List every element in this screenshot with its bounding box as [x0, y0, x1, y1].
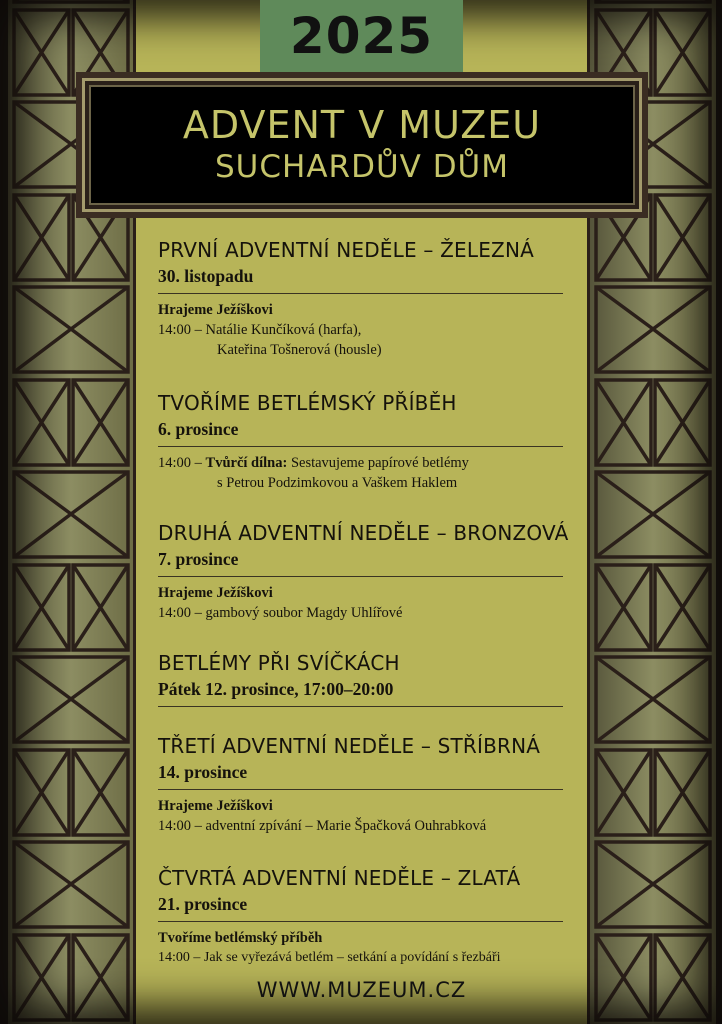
event-subtitle: Hrajeme Ježíškovi [158, 798, 273, 814]
event-line: Kateřina Tošnerová (housle) [217, 342, 382, 358]
event-title: ČTVRTÁ ADVENTNÍ NEDĚLE – ZLATÁ [158, 866, 521, 890]
divider [158, 706, 563, 707]
venue-title: SUCHARDŮV DŮM [215, 149, 509, 185]
event-title: TŘETÍ ADVENTNÍ NEDĚLE – STŘÍBRNÁ [158, 734, 541, 758]
title-banner [76, 72, 648, 218]
event-line [158, 453, 563, 473]
event-5 [158, 733, 563, 836]
divider [158, 576, 563, 577]
event-title: PRVNÍ ADVENTNÍ NEDĚLE – ŽELEZNÁ [158, 238, 534, 262]
event-date: Pátek 12. prosince, 17:00–20:00 [158, 679, 394, 699]
event-1 [158, 237, 563, 360]
event-2 [158, 390, 563, 493]
event-date: 21. prosince [158, 894, 248, 914]
divider [158, 293, 563, 294]
event-line: s Petrou Podzimkovou a Vaškem Haklem [217, 475, 458, 491]
event-line: 14:00 – Natálie Kunčíková (harfa), [158, 322, 362, 338]
event-date: 30. listopadu [158, 266, 254, 286]
divider [158, 789, 563, 790]
event-4 [158, 650, 563, 713]
event-date: 7. prosince [158, 549, 239, 569]
year-badge: 2025 [260, 0, 463, 72]
event-title: DRUHÁ ADVENTNÍ NEDĚLE – BRONZOVÁ [158, 521, 569, 545]
event-title: TVOŘÍME BETLÉMSKÝ PŘÍBĚH [158, 391, 457, 415]
divider [158, 921, 563, 922]
divider [158, 446, 563, 447]
workshop-label: Tvůrčí dílna: [205, 455, 288, 471]
website-link[interactable]: WWW.MUZEUM.CZ [256, 978, 467, 1002]
event-subtitle: Hrajeme Ježíškovi [158, 302, 273, 318]
event-line: 14:00 – gambový soubor Magdy Uhlířové [158, 605, 403, 621]
event-subtitle: Hrajeme Ježíškovi [158, 585, 273, 601]
event-line: 14:00 – adventní zpívání – Marie Špačková Ouhrabková [158, 818, 487, 834]
event-3 [158, 520, 569, 623]
event-line: 14:00 – Jak se vyřezává betlém – setkání a povídání s řezbáři [158, 950, 501, 965]
event-6 [158, 865, 563, 968]
main-title: ADVENT V MUZEU [182, 103, 542, 147]
event-date: 14. prosince [158, 762, 248, 782]
event-time: 14:00 – [158, 455, 206, 471]
event-subtitle: Tvoříme betlémský příběh [158, 930, 323, 946]
workshop-text: Sestavujeme papírové betlémy [287, 455, 469, 471]
event-date: 6. prosince [158, 419, 239, 439]
event-title: BETLÉMY PŘI SVÍČKÁCH [158, 651, 400, 675]
